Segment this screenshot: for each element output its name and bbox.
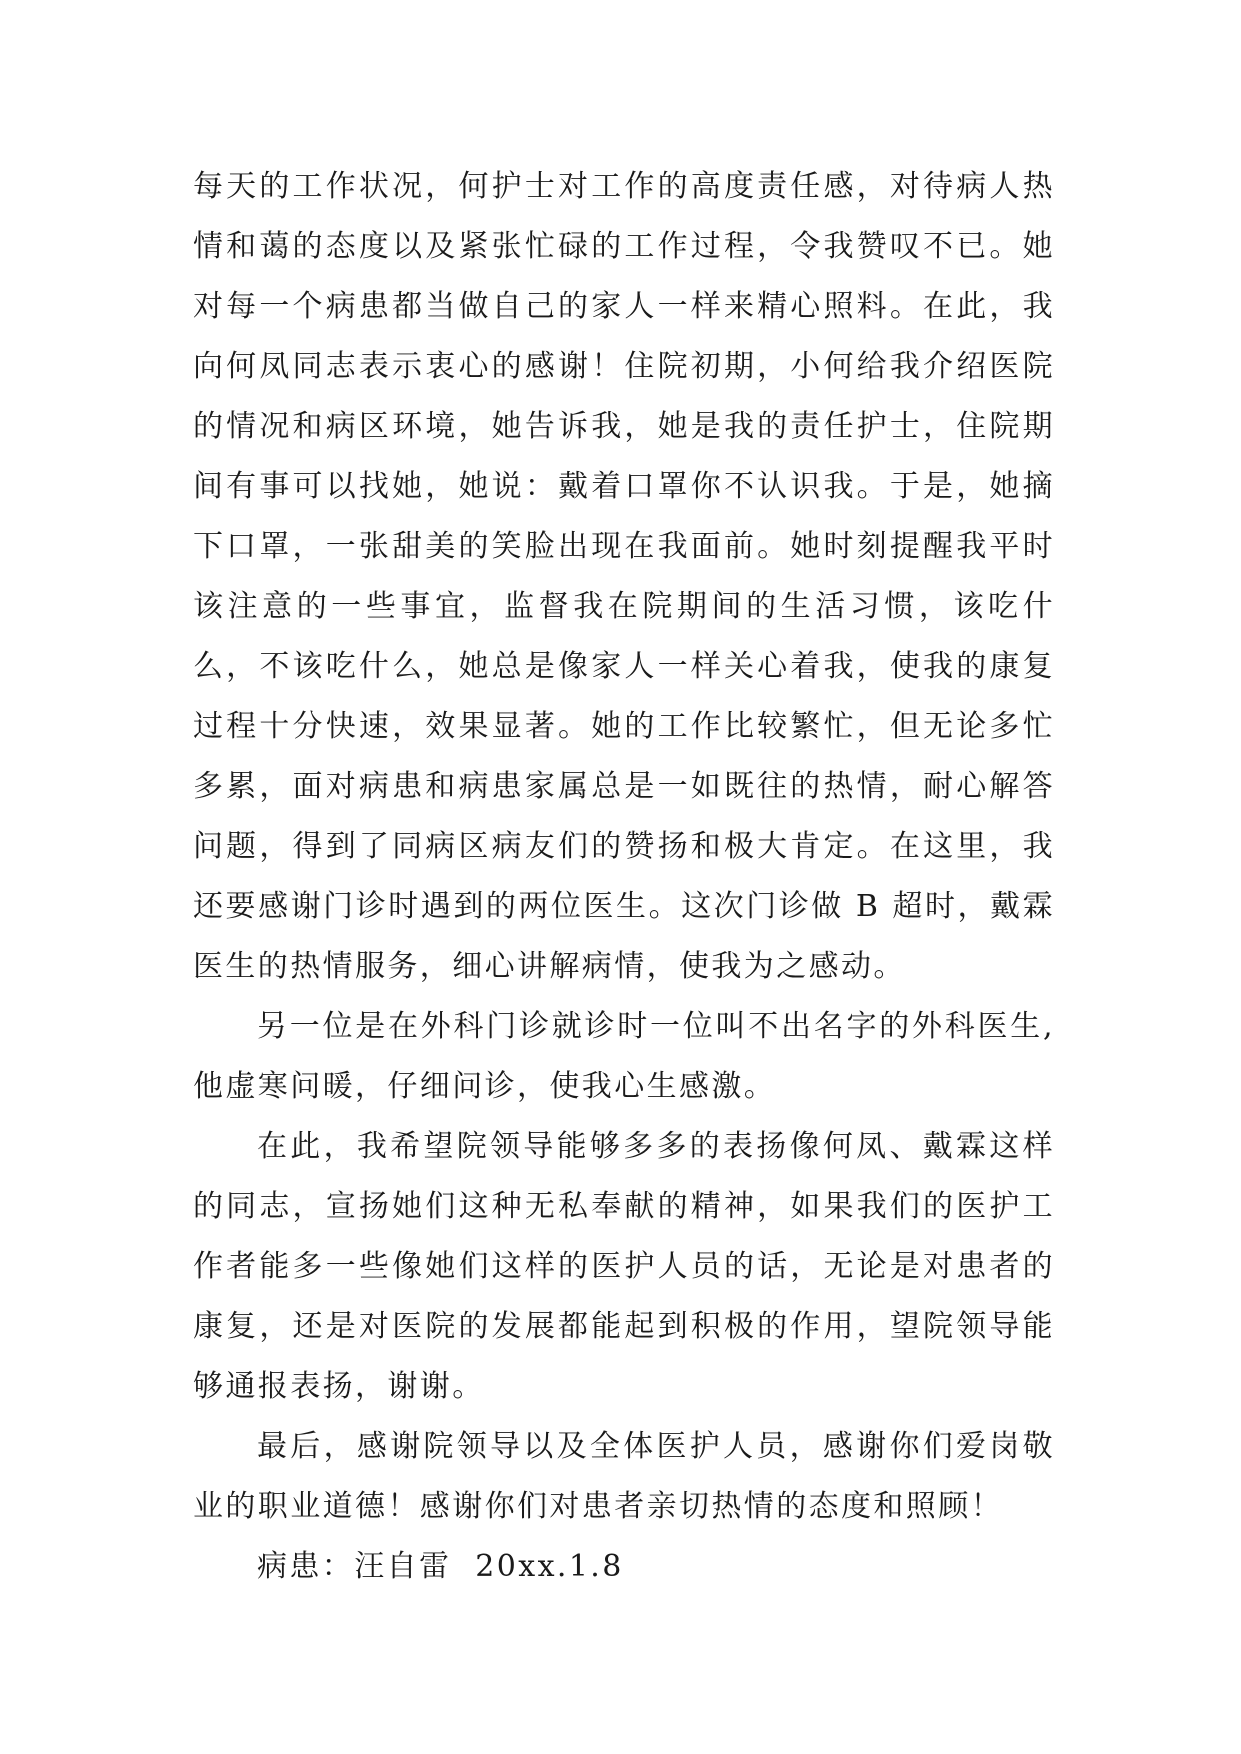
body-paragraph-continued: 每天的工作状况，何护士对工作的高度责任感，对待病人热情和蔼的态度以及紧张忙碌的工作过程，令我赞叹不已。她对每一个病患都当做自己的家人一样来精心照料。在此，我向何凤同志表示衷心的感谢！住院初期，小何给我介绍医院的情况和病区环境，她告诉我，她是我的责任护士，住院期间有事可以找她，她说：戴着口罩你不认识我。于是，她摘下口罩，一张甜美的笑脸出现在我面前。她时刻提醒我平时该注意的一些事宜，监督我在院期间的生活习惯，该吃什么，不该吃什么，她总是像家人一样关心着我，使我的康复过程十分快速，效果显著。她的工作比较繁忙，但无论多忙多累，面对病患和病患家属总是一如既往的热情，耐心解答问题，得到了同病区病友们的赞扬和极大肯定。在这里，我还要感谢门诊时遇到的两位医生。这次门诊做 B 超时，戴霖医生的热情服务，细心讲解病情，使我为之感动。 [193, 169, 1055, 984]
body-paragraph-request-praise: 在此，我希望院领导能够多多的表扬像何凤、戴霖这样的同志，宣扬她们这种无私奉献的精神，如果我们的医护工作者能多一些像她们这样的医护人员的话，无论是对患者的康复，还是对医院的发展都能起到积极的作用，望院领导能够通报表扬，谢谢。 [193, 1129, 1055, 1404]
body-paragraph-closing-thanks: 最后，感谢院领导以及全体医护人员，感谢你们爱岗敬业的职业道德！感谢你们对患者亲切热情的态度和照顾！ [193, 1429, 1055, 1524]
signature-line: 病患：汪自雷 20xx.1.8 [257, 1549, 624, 1584]
document-page [193, 157, 1055, 1597]
body-paragraph-second-doctor: 另一位是在外科门诊就诊时一位叫不出名字的外科医生,他虚寒问暖，仔细问诊，使我心生感激。 [193, 1009, 1055, 1104]
